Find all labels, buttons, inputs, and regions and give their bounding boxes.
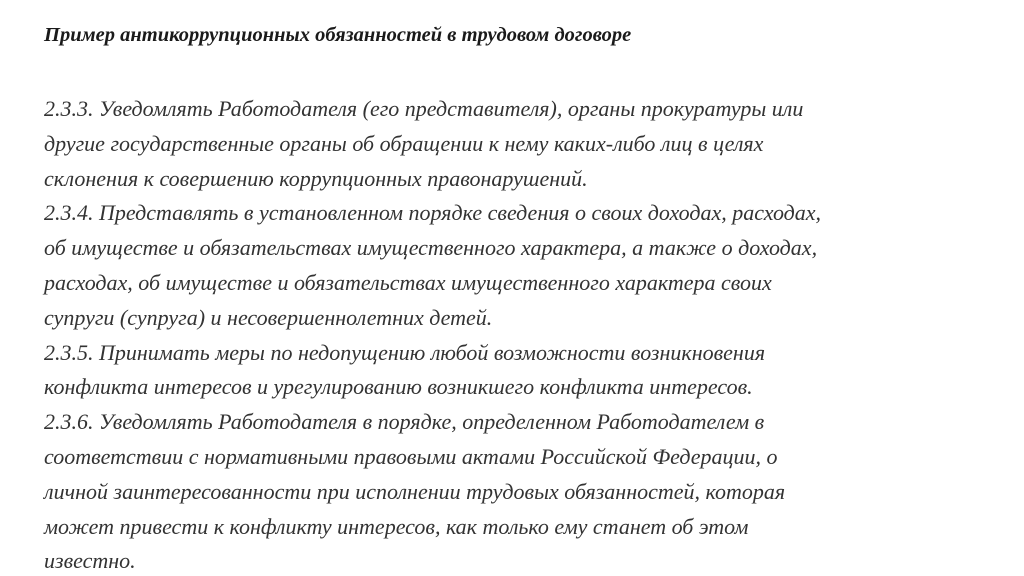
body-line: 2.3.3. Уведомлять Работодателя (его представителя), органы прокуратуры или [44, 96, 804, 121]
body-line: другие государственные органы об обращении к нему каких-либо лиц в целях [44, 130, 764, 156]
body-line: может привести к конфликту интересов, как только ему станет об этом [44, 513, 749, 539]
body-line: расходах, об имуществе и обязательствах имущественного характера своих [44, 269, 772, 295]
body-line: соответствии с нормативными правовыми актами Российской Федерации, о [44, 443, 778, 469]
body-line: 2.3.5. Принимать меры по недопущению любой возможности возникновения [44, 339, 766, 365]
title-spacer [44, 48, 984, 92]
document-title: Пример антикоррупционных обязанностей в трудовом договоре [44, 24, 632, 46]
body-line: конфликта интересов и урегулированию возникшего конфликта интересов. [44, 374, 753, 400]
body-line: личной заинтересованности при исполнении трудовых обязанностей, которая [44, 478, 786, 504]
document-body [44, 92, 984, 576]
body-line: 2.3.4. Представлять в установленном порядке сведения о своих доходах, расходах, [44, 200, 822, 226]
body-line: об имуществе и обязательствах имущественного характера, а также о доходах, [44, 235, 818, 261]
body-line: известно. [44, 548, 136, 574]
body-line: супруги (супруга) и несовершеннолетних детей. [44, 304, 493, 330]
body-line: 2.3.6. Уведомлять Работодателя в порядке, определенном Работодателем в [44, 409, 765, 435]
body-line: склонения к совершению коррупционных правонарушений. [44, 165, 588, 191]
